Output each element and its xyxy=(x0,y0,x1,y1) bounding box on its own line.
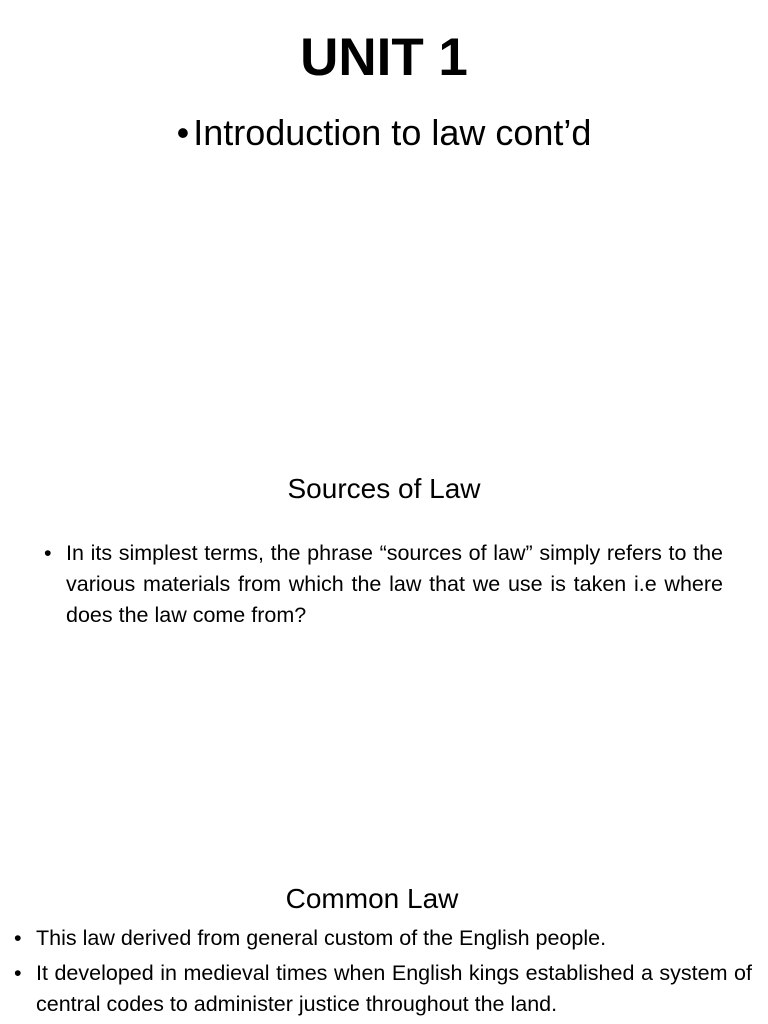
unit-title: UNIT 1 xyxy=(300,28,468,87)
common-law-list xyxy=(14,923,752,1024)
subtitle-text: Introduction to law cont’d xyxy=(193,112,592,153)
list-item xyxy=(44,538,723,631)
list-item-text: This law derived from general custom of the English people. xyxy=(36,926,607,950)
sources-of-law-list xyxy=(44,538,723,631)
subtitle xyxy=(0,110,768,156)
list-item-text: It developed in medieval times when English kings established a system of central codes to administer justice throughout the land. xyxy=(36,961,752,1016)
list-item xyxy=(14,958,752,1020)
sources-of-law-heading: Sources of Law xyxy=(287,473,481,504)
bullet-icon: • xyxy=(44,541,52,565)
common-law-heading: Common Law xyxy=(285,883,459,914)
bullet-icon: • xyxy=(176,112,190,153)
bullet-icon: • xyxy=(14,961,22,985)
list-item xyxy=(14,923,752,954)
list-item-text: In its simplest terms, the phrase “sources of law” simply refers to the various materials from which the law that we use is taken i.e where does the law come from? xyxy=(66,541,723,627)
bullet-icon: • xyxy=(14,926,22,950)
